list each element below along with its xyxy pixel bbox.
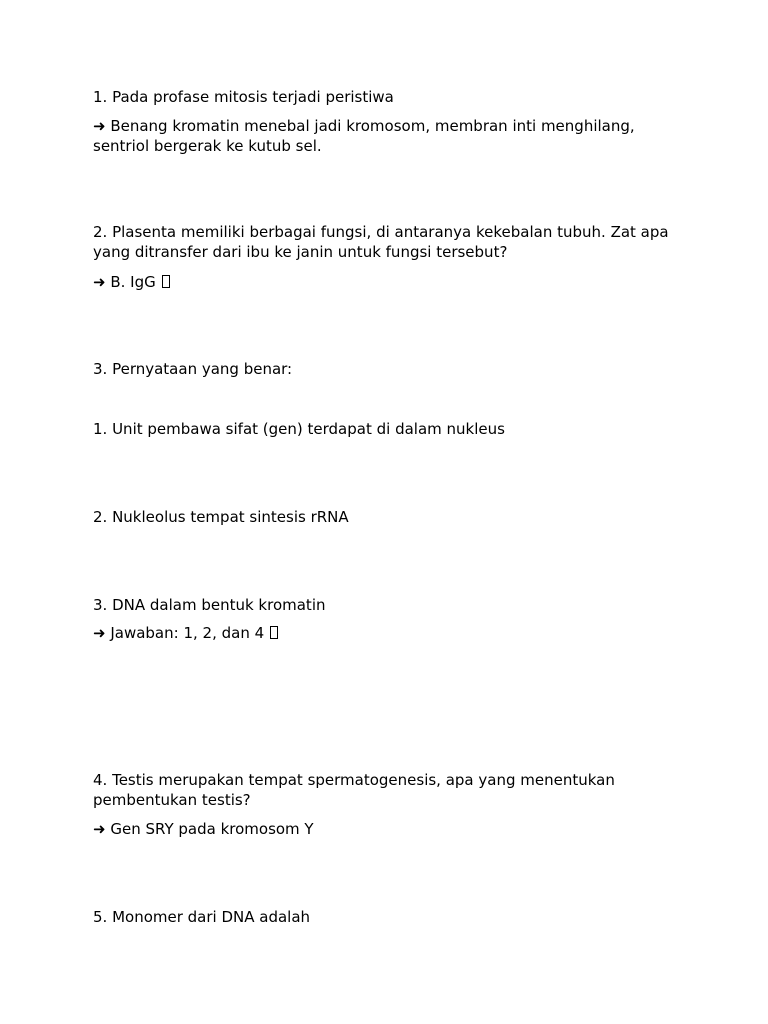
question-5: 5. Monomer dari DNA adalah xyxy=(93,908,311,926)
question-3: 3. Pernyataan yang benar: xyxy=(93,360,293,378)
answer-3 xyxy=(93,623,673,643)
answer-1: ➜ Benang kromatin menebal jadi kromosom, membran inti menghilang, sentriol bergerak ke kutub sel. xyxy=(93,117,635,155)
question-2: 2. Plasenta memiliki berbagai fungsi, di antaranya kekebalan tubuh. Zat apa yang ditransfer dari ibu ke janin untuk fungsi tersebut? xyxy=(93,223,669,261)
answer-4: ➜ Gen SRY pada kromosom Y xyxy=(93,820,314,838)
missing-glyph-box-icon xyxy=(162,275,170,288)
statement-1: 1. Unit pembawa sifat (gen) terdapat di dalam nukleus xyxy=(93,420,505,438)
statement-3: 3. DNA dalam bentuk kromatin xyxy=(93,596,326,614)
missing-glyph-box-icon xyxy=(270,626,278,639)
answer-2-text: ➜ B. IgG xyxy=(93,273,156,291)
answer-3-text: ➜ Jawaban: 1, 2, dan 4 xyxy=(93,624,265,642)
question-4: 4. Testis merupakan tempat spermatogenesis, apa yang menentukan pembentukan testis? xyxy=(93,771,615,809)
question-1: 1. Pada profase mitosis terjadi peristiwa xyxy=(93,88,394,106)
statement-2: 2. Nukleolus tempat sintesis rRNA xyxy=(93,508,349,526)
answer-2 xyxy=(93,272,673,292)
